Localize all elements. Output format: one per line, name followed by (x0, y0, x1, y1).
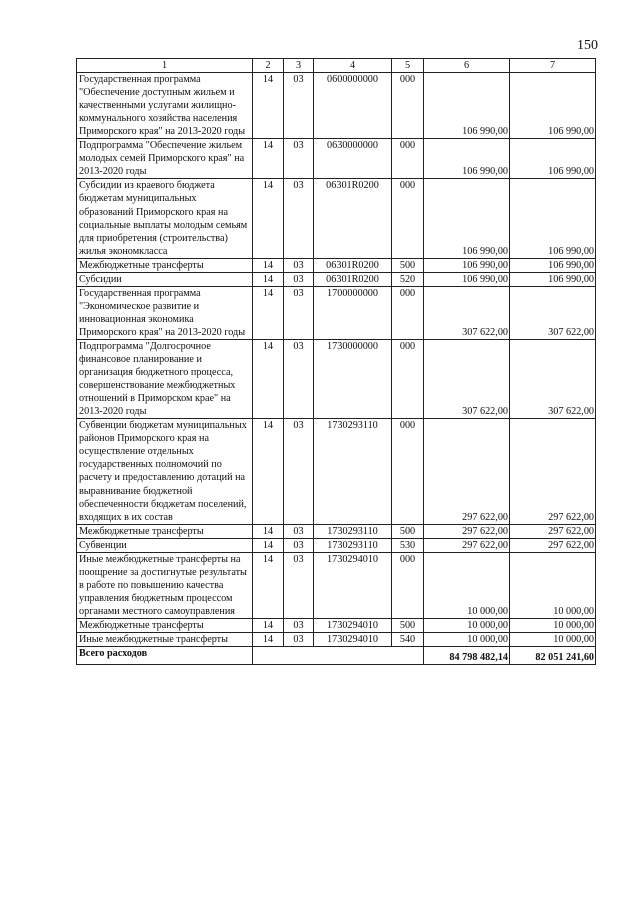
column-header: 3 (284, 59, 314, 73)
row-name-cell: Подпрограмма "Обеспечение жильем молодых семей Приморского края" на 2013-2020 годы (77, 139, 253, 179)
table-row (77, 419, 596, 524)
table-row (77, 538, 596, 552)
total-row (77, 647, 596, 665)
expense-type-cell: 540 (392, 633, 424, 647)
amount-col7-cell: 10 000,00 (510, 618, 596, 632)
total-col6: 84 798 482,14 (424, 647, 510, 665)
expense-type-cell: 000 (392, 139, 424, 179)
expense-type-cell: 500 (392, 618, 424, 632)
expense-type-cell: 000 (392, 179, 424, 258)
subsection-cell: 03 (284, 419, 314, 524)
target-code-cell: 06301R0200 (314, 258, 392, 272)
subsection-cell: 03 (284, 633, 314, 647)
row-name-cell: Субсидии из краевого бюджета бюджетам муниципальных образований Приморского края на социальные выплаты молодым семьям для приобретения (строительства) жилья экономкласса (77, 179, 253, 258)
section-cell: 14 (253, 258, 284, 272)
row-name-cell: Межбюджетные трансферты (77, 618, 253, 632)
amount-col7-cell: 297 622,00 (510, 419, 596, 524)
target-code-cell: 1730293110 (314, 538, 392, 552)
subsection-cell: 03 (284, 339, 314, 418)
column-header: 1 (77, 59, 253, 73)
expense-type-cell: 530 (392, 538, 424, 552)
amount-col7-cell: 10 000,00 (510, 552, 596, 618)
subsection-cell: 03 (284, 524, 314, 538)
subsection-cell: 03 (284, 139, 314, 179)
amount-col7-cell: 106 990,00 (510, 139, 596, 179)
target-code-cell: 0630000000 (314, 139, 392, 179)
table-header-row (77, 59, 596, 73)
subsection-cell: 03 (284, 73, 314, 139)
section-cell: 14 (253, 272, 284, 286)
target-code-cell: 1730294010 (314, 552, 392, 618)
table-row (77, 633, 596, 647)
amount-col6-cell: 10 000,00 (424, 618, 510, 632)
table-row (77, 179, 596, 258)
amount-col6-cell: 106 990,00 (424, 73, 510, 139)
expense-type-cell: 000 (392, 286, 424, 339)
amount-col7-cell: 106 990,00 (510, 272, 596, 286)
section-cell: 14 (253, 618, 284, 632)
table-row (77, 524, 596, 538)
amount-col6-cell: 307 622,00 (424, 286, 510, 339)
table-row (77, 73, 596, 139)
amount-col7-cell: 297 622,00 (510, 538, 596, 552)
budget-table (76, 58, 596, 665)
row-name-cell: Государственная программа "Обеспечение доступным жильем и качественными услугами жилищно-коммунального хозяйства населения Приморского края" на 2013-2020 годы (77, 73, 253, 139)
expense-type-cell: 500 (392, 524, 424, 538)
amount-col7-cell: 106 990,00 (510, 258, 596, 272)
amount-col6-cell: 297 622,00 (424, 538, 510, 552)
total-label: Всего расходов (77, 647, 253, 665)
amount-col6-cell: 106 990,00 (424, 179, 510, 258)
table-row (77, 339, 596, 418)
total-blank-cell (253, 647, 424, 665)
subsection-cell: 03 (284, 538, 314, 552)
row-name-cell: Иные межбюджетные трансферты (77, 633, 253, 647)
section-cell: 14 (253, 538, 284, 552)
amount-col6-cell: 307 622,00 (424, 339, 510, 418)
amount-col7-cell: 307 622,00 (510, 339, 596, 418)
subsection-cell: 03 (284, 286, 314, 339)
row-name-cell: Иные межбюджетные трансферты на поощрение за достигнутые результаты в работе по повышению качества управления бюджетным процессом органами местного самоуправления (77, 552, 253, 618)
expense-type-cell: 000 (392, 552, 424, 618)
amount-col7-cell: 307 622,00 (510, 286, 596, 339)
amount-col7-cell: 10 000,00 (510, 633, 596, 647)
subsection-cell: 03 (284, 179, 314, 258)
section-cell: 14 (253, 286, 284, 339)
table-row (77, 286, 596, 339)
target-code-cell: 1730293110 (314, 419, 392, 524)
target-code-cell: 1730293110 (314, 524, 392, 538)
amount-col6-cell: 297 622,00 (424, 419, 510, 524)
table-row (77, 258, 596, 272)
target-code-cell: 1700000000 (314, 286, 392, 339)
section-cell: 14 (253, 179, 284, 258)
target-code-cell: 1730294010 (314, 618, 392, 632)
amount-col6-cell: 106 990,00 (424, 258, 510, 272)
amount-col6-cell: 10 000,00 (424, 633, 510, 647)
expense-type-cell: 000 (392, 339, 424, 418)
section-cell: 14 (253, 419, 284, 524)
subsection-cell: 03 (284, 552, 314, 618)
expense-type-cell: 520 (392, 272, 424, 286)
amount-col7-cell: 106 990,00 (510, 179, 596, 258)
table-row (77, 552, 596, 618)
row-name-cell: Подпрограмма "Долгосрочное финансовое планирование и организация бюджетного процесса, совершенствование межбюджетных отношений в Приморском крае" на 2013-2020 годы (77, 339, 253, 418)
subsection-cell: 03 (284, 258, 314, 272)
row-name-cell: Межбюджетные трансферты (77, 524, 253, 538)
section-cell: 14 (253, 633, 284, 647)
amount-col7-cell: 297 622,00 (510, 524, 596, 538)
target-code-cell: 1730294010 (314, 633, 392, 647)
expense-type-cell: 000 (392, 73, 424, 139)
total-col7: 82 051 241,60 (510, 647, 596, 665)
target-code-cell: 06301R0200 (314, 272, 392, 286)
expense-type-cell: 000 (392, 419, 424, 524)
row-name-cell: Субсидии (77, 272, 253, 286)
target-code-cell: 0600000000 (314, 73, 392, 139)
amount-col7-cell: 106 990,00 (510, 73, 596, 139)
column-header: 7 (510, 59, 596, 73)
column-header: 5 (392, 59, 424, 73)
section-cell: 14 (253, 73, 284, 139)
table-row (77, 139, 596, 179)
amount-col6-cell: 106 990,00 (424, 272, 510, 286)
target-code-cell: 1730000000 (314, 339, 392, 418)
target-code-cell: 06301R0200 (314, 179, 392, 258)
column-header: 6 (424, 59, 510, 73)
section-cell: 14 (253, 339, 284, 418)
column-header: 4 (314, 59, 392, 73)
subsection-cell: 03 (284, 618, 314, 632)
amount-col6-cell: 106 990,00 (424, 139, 510, 179)
row-name-cell: Субвенции бюджетам муниципальных районов Приморского края на осуществление отдельных государственных полномочий по расчету и предоставлению дотаций на выравнивание бюджетной обеспеченности бюджетам поселений, входящих в их состав (77, 419, 253, 524)
amount-col6-cell: 297 622,00 (424, 524, 510, 538)
page-number: 150 (577, 38, 598, 53)
table-row (77, 272, 596, 286)
row-name-cell: Государственная программа "Экономическое развитие и инновационная экономика Приморского края" на 2013-2020 годы (77, 286, 253, 339)
section-cell: 14 (253, 552, 284, 618)
section-cell: 14 (253, 524, 284, 538)
section-cell: 14 (253, 139, 284, 179)
expense-type-cell: 500 (392, 258, 424, 272)
table-row (77, 618, 596, 632)
row-name-cell: Субвенции (77, 538, 253, 552)
column-header: 2 (253, 59, 284, 73)
row-name-cell: Межбюджетные трансферты (77, 258, 253, 272)
amount-col6-cell: 10 000,00 (424, 552, 510, 618)
subsection-cell: 03 (284, 272, 314, 286)
